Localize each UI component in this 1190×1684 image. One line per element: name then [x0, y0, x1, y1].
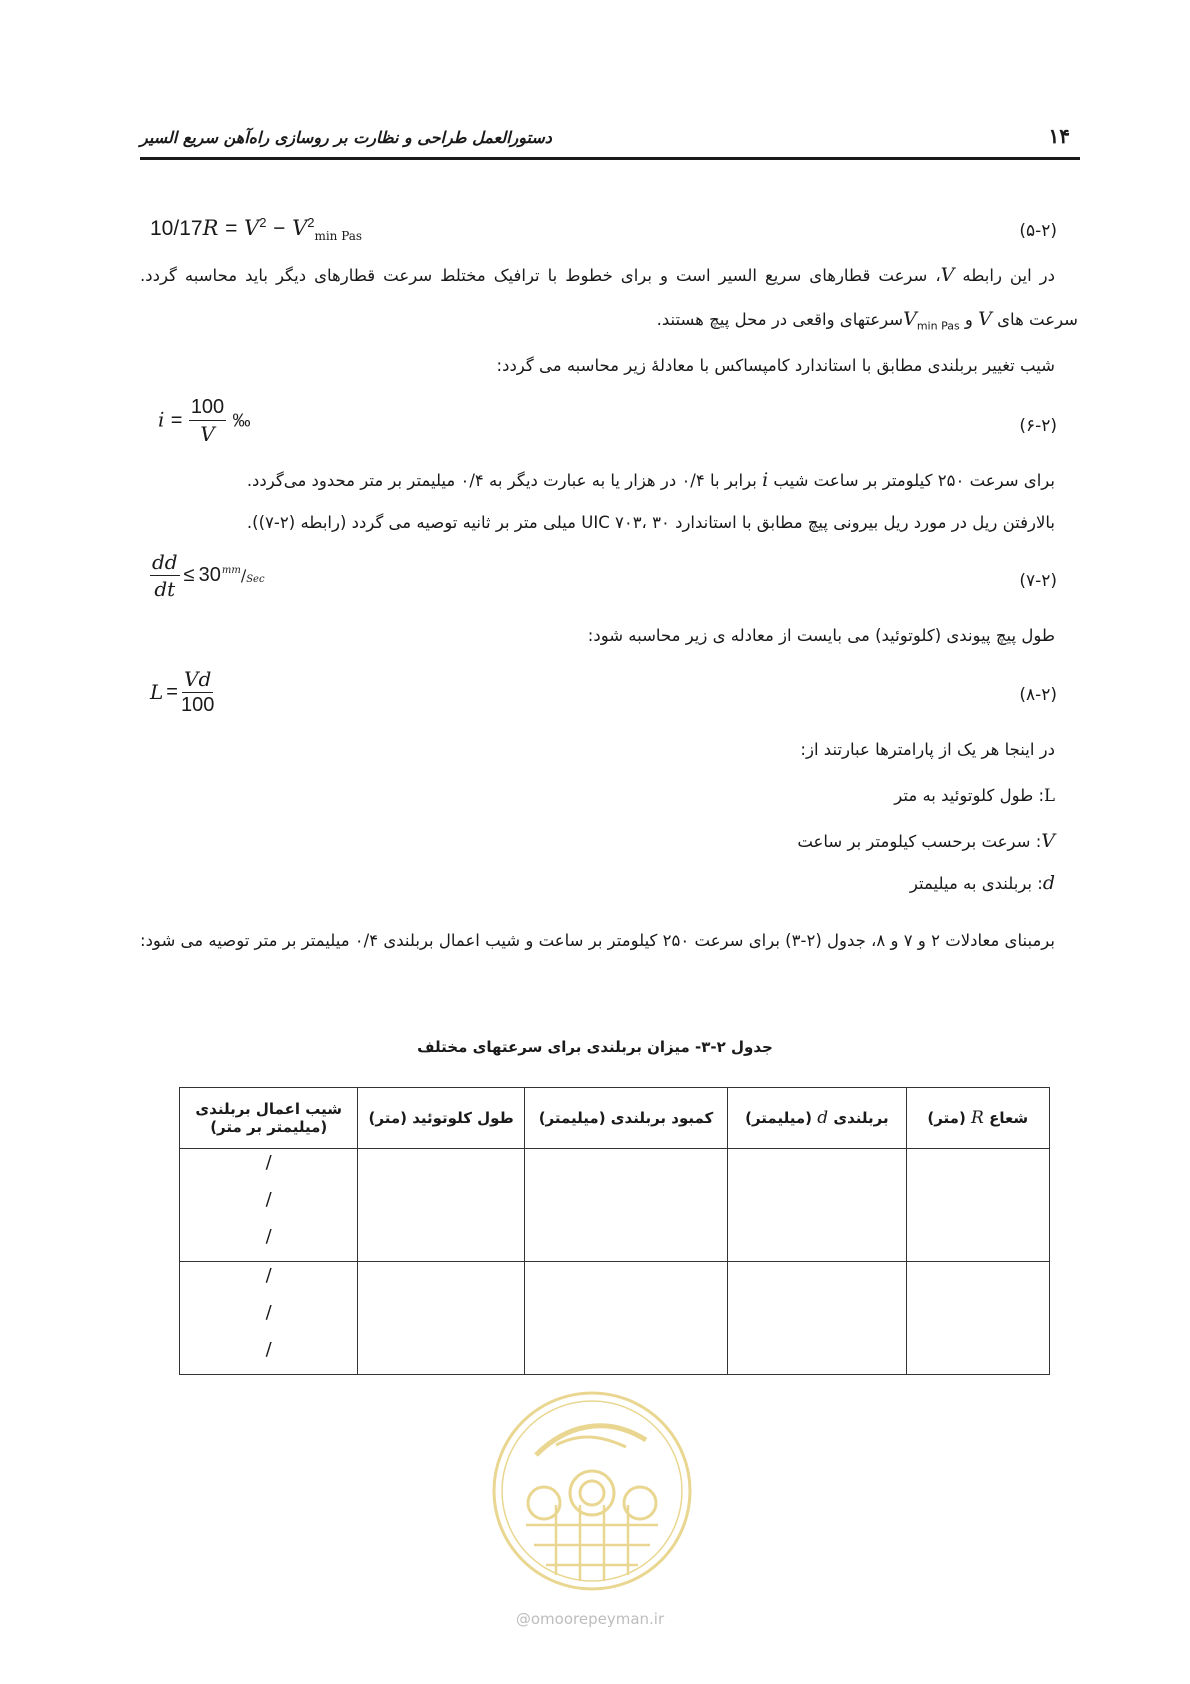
table-cell [358, 1262, 524, 1375]
table-cell-slope [180, 1262, 358, 1375]
eq82-var-l: L [150, 680, 164, 704]
parameter-item-l [894, 786, 1055, 805]
p1-subscript: min Pas [916, 319, 960, 333]
header-clothoid-length: طول کلوتوئید (متر) [358, 1088, 524, 1149]
equation-5-2 [150, 215, 362, 243]
header-slope-line2: (میلیمتر بر متر) [210, 1118, 328, 1136]
table-cell-slope [180, 1149, 358, 1262]
eq62-fraction [189, 396, 226, 446]
at-icon: @ [515, 1610, 531, 1628]
header-radius-var: R [971, 1108, 984, 1128]
p3-text-end: برابر با ۰/۴ در هزار یا به عبارت دیگر به ۰/۴ میلیمتر بر متر محدود می‌گردد. [246, 471, 763, 490]
header-cant-label: بربلندی [828, 1109, 889, 1127]
p1-var-v: V [940, 264, 955, 286]
paragraph-actual-speeds [657, 308, 1078, 332]
parameter-item-d [910, 872, 1055, 894]
eq82-fraction [181, 667, 214, 717]
eq62-numerator: 100 [189, 396, 226, 421]
equation-7-2: $\frac{dd}{dt}$ ≤ 30 mm ∕ Sec [152, 550, 265, 601]
p1-var-v2: V [978, 308, 992, 330]
header-radius-unit: (متر) [927, 1109, 972, 1127]
eq52-exp-2: 2 [307, 215, 315, 230]
equation-number-7-2: (۷-۲) [1019, 571, 1057, 591]
equation-6-2 [158, 396, 251, 446]
header-radius [906, 1088, 1049, 1149]
p1-text-start: در این رابطه [954, 266, 1055, 285]
p3-var-i: i [762, 469, 769, 491]
eq72-unit-top: mm [221, 565, 241, 576]
param-text-v: : سرعت برحسب کیلومتر بر ساعت [797, 832, 1042, 851]
eq52-var-r: R [202, 216, 219, 240]
eq72-leq: ≤ [183, 564, 195, 586]
table-cell [524, 1149, 727, 1262]
table-cell [906, 1149, 1049, 1262]
watermark-logo-icon [486, 1385, 698, 1597]
table-cell [358, 1149, 524, 1262]
header-cant [728, 1088, 906, 1149]
paragraph-cant-gradient: شیب تغییر بربلندی مطابق با استاندارد کامپساکس با معادلهٔ زیر محاسبه می گردد: [496, 356, 1055, 375]
param-symbol-v: V [1041, 830, 1055, 852]
header-cant-slope [180, 1088, 358, 1149]
param-symbol-l: L [1044, 786, 1055, 805]
page-number: ۱۴ [1048, 124, 1070, 148]
eq62-equals: = [170, 409, 183, 432]
equation-number-6-2: (۶-۲) [1019, 416, 1057, 436]
eq82-denominator: 100 [180, 694, 215, 716]
p1-line2-end: سرعتهای واقعی در محل پیچ هستند. [656, 310, 904, 329]
equation-8-2 [150, 667, 214, 717]
cant-table [179, 1087, 1050, 1375]
paragraph-table-reference: برمبنای معادلات ۲ و ۷ و ۸، جدول (۲-۳) برای سرعت ۲۵۰ کیلومتر بر ساعت و شیب اعمال بربلندی ۰/۴ میلیمتر بر متر توصیه می شود: [140, 931, 1055, 950]
slash-mark: / [265, 1339, 272, 1360]
eq82-equals: = [166, 680, 178, 703]
eq52-exp-1: 2 [259, 215, 267, 230]
header-cant-var: d [817, 1108, 829, 1128]
p1-line2-and: و [959, 310, 979, 329]
eq52-equals: = [225, 217, 238, 240]
eq52-var-vmin: V [292, 216, 308, 240]
table-cell [728, 1262, 906, 1375]
slash-mark: / [265, 1189, 272, 1210]
slash-mark: / [265, 1302, 272, 1323]
header-cant-deficiency: کمبود بربلندی (میلیمتر) [524, 1088, 727, 1149]
table-cell [524, 1262, 727, 1375]
param-text-d: : بربلندی به میلیمتر [909, 874, 1043, 893]
eq52-coefficient: 10/17 [150, 217, 203, 240]
equation-number-8-2: (۸-۲) [1019, 685, 1057, 705]
parameter-item-v [797, 830, 1055, 852]
slash-mark: / [265, 1226, 272, 1247]
paragraph-rail-rise: بالارفتن ریل در مورد ریل بیرونی پیچ مطابق با استاندارد UIC ۷۰۳، ۳۰ میلی متر بر ثانیه توصیه می گردد (رابطه (۲-۷)). [246, 513, 1055, 532]
eq62-denominator: V [200, 422, 215, 446]
eq52-minus: − [273, 217, 286, 240]
table-caption: جدول ۲-۳- میزان بربلندی برای سرعتهای مختلف [417, 1038, 773, 1056]
table-cell [728, 1149, 906, 1262]
header-slope-line1: شیب اعمال بربلندی [195, 1100, 342, 1118]
p1-var-vmin: V [903, 308, 917, 330]
eq52-var-v: V [244, 216, 260, 240]
equation-number-5-2: (۵-۲) [1019, 221, 1057, 241]
table-header-row [180, 1088, 1050, 1149]
eq82-numerator: Vd [184, 667, 212, 691]
watermark-url [440, 1610, 740, 1628]
header-radius-label: شعاع [983, 1109, 1029, 1127]
eq62-permille: ‰ [232, 410, 251, 431]
running-header-title: دستورالعمل طراحی و نظارت بر روسازی راه‌آهن سریع السیر [140, 128, 552, 147]
table-row [180, 1149, 1050, 1262]
eq72-value: 30 [198, 564, 221, 586]
p3-text-start: برای سرعت ۲۵۰ کیلومتر بر ساعت شیب [768, 471, 1055, 490]
parameters-intro: در اینجا هر یک از پارامترها عبارتند از: [800, 740, 1055, 759]
eq72-numerator: dd [152, 550, 178, 574]
table-row [180, 1262, 1050, 1375]
header-cant-unit: (میلیمتر) [745, 1109, 818, 1127]
watermark-url-text: omoorepeyman.ir [530, 1610, 665, 1628]
slash-mark: / [265, 1152, 272, 1173]
param-symbol-d: d [1042, 872, 1055, 894]
eq72-unit-bottom: Sec [246, 574, 265, 585]
paragraph-slope-limit [247, 469, 1055, 491]
header-rule [140, 157, 1080, 160]
eq62-var-i: i [158, 407, 165, 432]
eq72-fraction [150, 550, 180, 601]
slash-mark: / [265, 1265, 272, 1286]
param-text-l: : طول کلوتوئید به متر [894, 786, 1045, 805]
table-cell [906, 1262, 1049, 1375]
paragraph-clothoid-length: طول پیچ پیوندی (کلوتوئید) می بایست از معادله ی زیر محاسبه شود: [587, 626, 1055, 645]
paragraph-velocity-definition [140, 264, 1055, 286]
eq52-subscript: min Pas [314, 229, 363, 244]
eq72-denominator: dt [154, 577, 176, 601]
p1-line2-start: سرعت های [991, 310, 1078, 329]
p1-text-end: ، سرعت قطارهای سریع السیر است و برای خطوط با ترافیک مختلط سرعت قطارهای دیگر باید محاسبه گردد. [140, 266, 941, 285]
